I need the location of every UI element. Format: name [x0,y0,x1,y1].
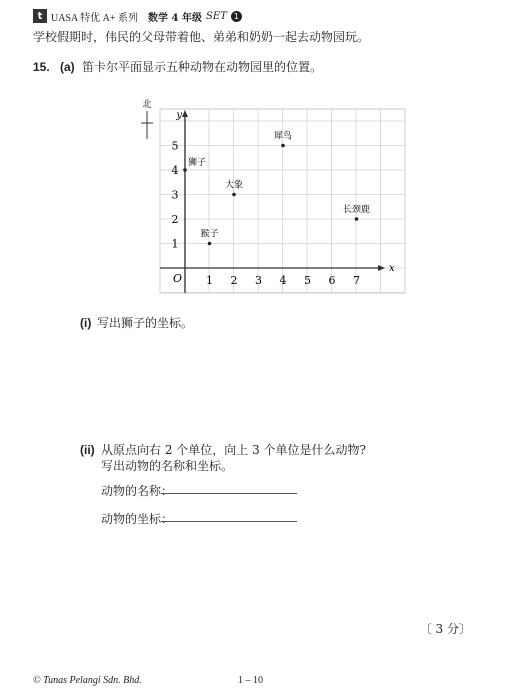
point-label: 长颈鹿 [342,205,371,215]
animal-name-answer-line[interactable] [161,493,297,494]
animal-coordinate-answer-line[interactable] [161,521,297,522]
point-marker [208,242,212,246]
point-label: 犀鸟 [273,131,293,142]
data-points [183,130,370,246]
y-axis-label: y [176,110,182,121]
point-marker [183,168,187,172]
animal-coordinate-label: 动物的坐标： [101,512,174,526]
point-marker [355,217,359,221]
part-ii-text-line2: 写出动物的名称和坐标。 [101,459,234,473]
point-marker [281,144,285,148]
part-i-label: (i) [80,316,92,330]
publisher-copyright: © Tunas Pelangi Sdn. Bhd. [33,675,142,686]
point-marker [232,193,236,197]
y-axis-arrow [182,110,188,117]
publisher-logo: t [33,9,47,23]
y-tick-label: 2 [171,213,179,226]
origin-label: O [173,272,183,285]
point-label: 猴子 [200,229,219,240]
y-tick-label: 5 [171,139,179,153]
x-tick-label: 2 [230,274,238,287]
north-label: 北 [142,100,152,110]
set-label: SET [205,10,227,22]
y-tick-label: 4 [171,164,179,177]
x-tick-label: 3 [255,274,262,287]
x-tick-label: 1 [206,274,213,287]
question-number: 15. [33,60,50,74]
x-tick-label: 5 [304,274,311,287]
marks-label: 〔 3 分〕 [419,622,471,636]
part-i-text: 写出狮子的坐标。 [97,316,194,330]
part-ii-text-line1: 从原点向右 2 个单位，向上 3 个单位是什么动物? [101,443,366,457]
question-part-a: (a) [60,60,75,74]
intro-text: 学校假期时，伟民的父母带着他、弟弟和奶奶一起去动物园玩。 [33,30,370,44]
y-tick-label: 3 [171,188,179,202]
animal-name-label: 动物的名称： [101,484,174,498]
y-tick-label: 1 [171,237,179,251]
cartesian-plane [125,95,410,300]
question-text: 笛卡尔平面显示五种动物在动物园里的位置。 [82,60,323,74]
subject-label: 数学 4 年级 [148,12,202,24]
x-tick-label: 7 [353,274,360,287]
point-label: 狮子 [188,158,207,168]
x-tick-label: 4 [279,274,287,287]
x-axis-arrow [378,265,385,271]
part-ii-label: (ii) [80,443,95,457]
x-tick-label: 6 [328,274,336,287]
series-title: UASA 特优 A+ 系列 [51,12,139,24]
page-number: 1 – 10 [238,675,263,686]
set-number-badge: 1 [231,11,242,22]
north-compass [141,98,153,139]
point-label: 大象 [224,180,244,191]
page-header [33,7,242,25]
x-axis-label: x [389,263,395,274]
